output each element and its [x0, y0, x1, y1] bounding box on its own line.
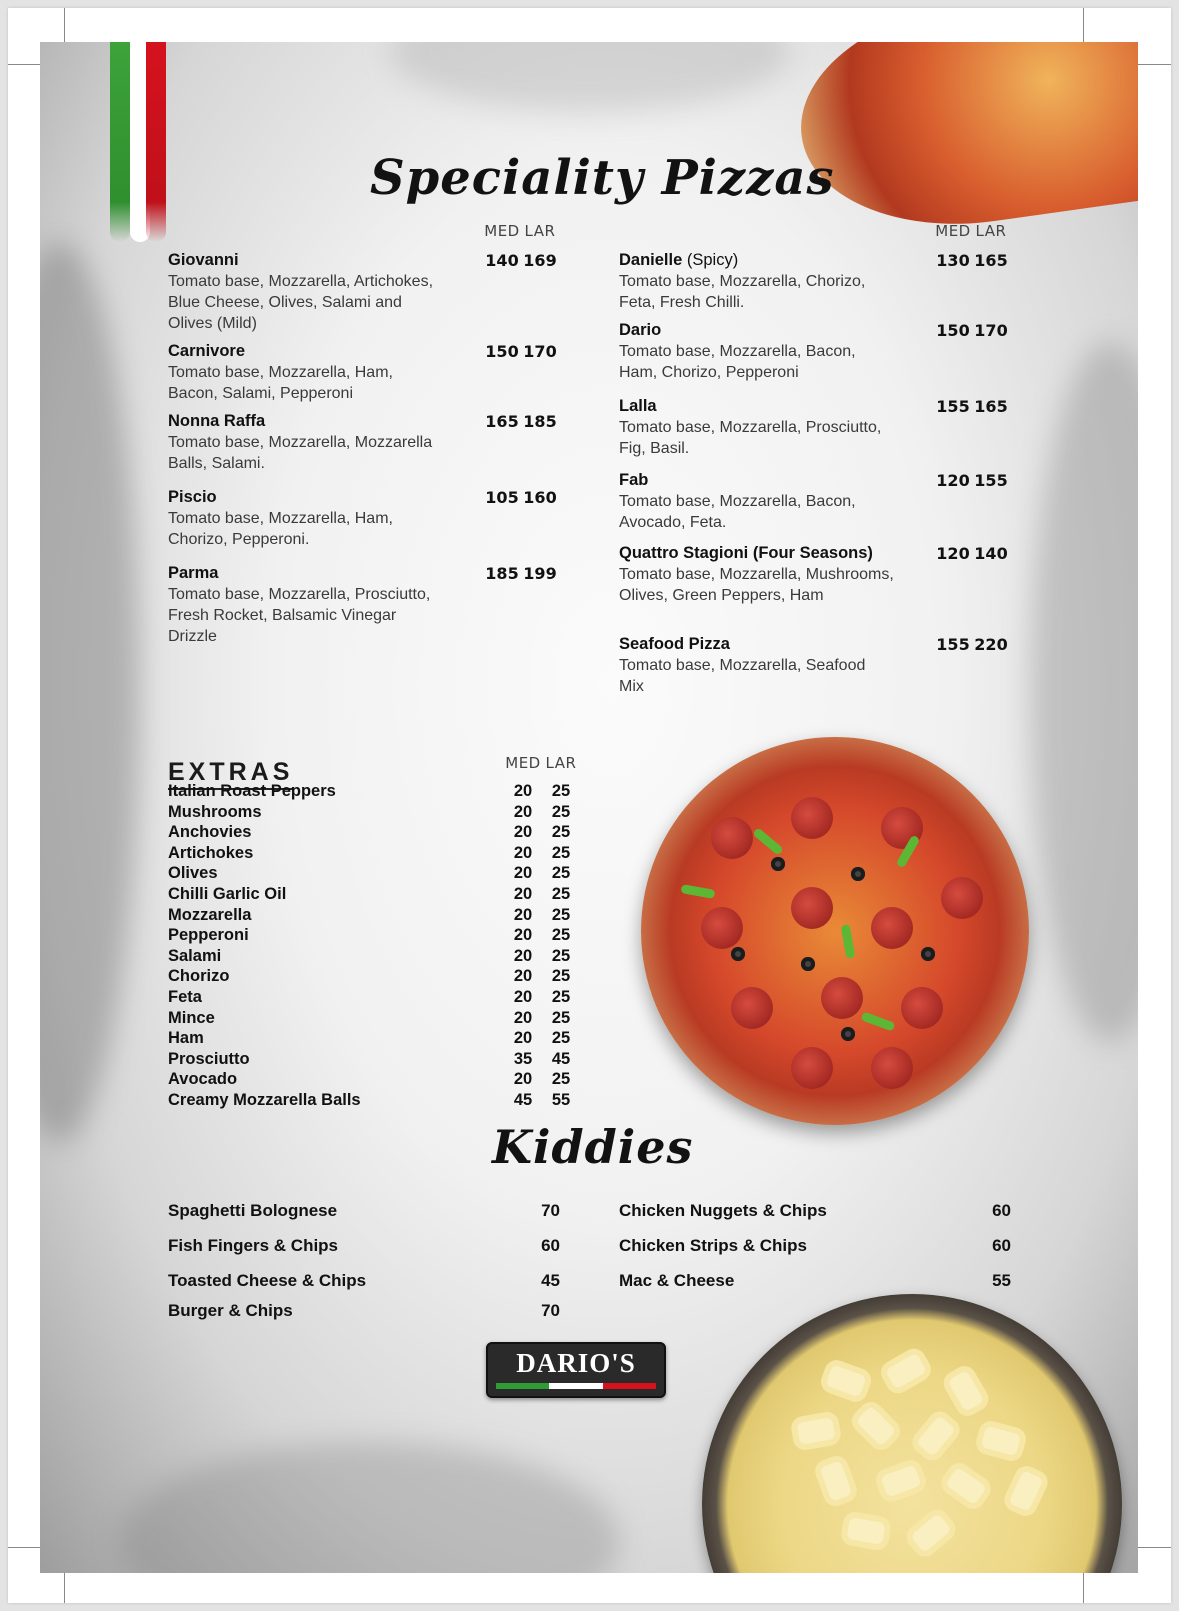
pizza-description: Tomato base, Mozzarella, Chorizo, Feta, Fresh Chilli.: [619, 273, 866, 311]
pizza-item-quattro-stagioni: [619, 543, 1049, 606]
lar-header: LAR: [975, 222, 1007, 240]
extras-item: [168, 884, 588, 905]
macaroni: [789, 1410, 842, 1452]
olive: [851, 867, 865, 881]
kiddies-item: [619, 1200, 1011, 1222]
right-size-headers: [934, 222, 1010, 240]
macaroni: [908, 1407, 965, 1466]
extras-name: Artichokes: [168, 843, 254, 862]
price-med: 155: [936, 397, 970, 416]
extras-name: Ham: [168, 1029, 204, 1048]
extras-price-med: 20: [513, 905, 533, 924]
pizza-prices: [934, 250, 1010, 271]
pizza-description: Tomato base, Mozzarella, Ham, Chorizo, Pepperoni.: [168, 510, 393, 548]
extras-price-lar: 25: [551, 802, 571, 821]
extras-price-med: 20: [513, 864, 533, 883]
extras-price-med: 20: [513, 782, 533, 800]
extras-price-lar: 25: [551, 926, 571, 945]
macaroni: [939, 1362, 992, 1421]
macaroni: [812, 1453, 860, 1510]
med-header: MED: [484, 222, 520, 240]
price-lar: 169: [523, 251, 557, 270]
kiddies-name: Toasted Cheese & Chips: [168, 1271, 367, 1290]
kiddies-title: Kiddies: [492, 1120, 694, 1174]
extras-price-lar: 25: [551, 864, 571, 883]
extras-name: Chilli Garlic Oil: [168, 885, 287, 903]
pepperoni: [731, 987, 773, 1029]
extras-price-med: 20: [513, 988, 533, 1006]
extras-item: [168, 987, 588, 1008]
pizza-prices: [483, 411, 559, 432]
green-pepper: [680, 884, 715, 899]
pizza-name: Seafood Pizza: [619, 635, 730, 653]
price-med: 140: [485, 251, 519, 270]
extras-item: [168, 1028, 588, 1049]
price-med: 185: [485, 564, 519, 583]
extras-price-med: 20: [513, 967, 533, 986]
pizza-item-giovanni: [168, 250, 598, 334]
pizza-item-dario: [619, 320, 1049, 383]
texture: [390, 42, 790, 112]
pizza-item-lalla: [619, 396, 1049, 459]
extras-name: Creamy Mozzarella Balls: [168, 1091, 361, 1109]
extras-name: Anchovies: [168, 823, 252, 842]
pepperoni: [791, 1047, 833, 1089]
kiddies-price: 70: [541, 1201, 560, 1220]
pizza-prices: [483, 250, 559, 271]
extras-price-lar: 25: [551, 782, 571, 800]
extras-price-lar: 25: [551, 1070, 571, 1089]
kiddies-name: Chicken Nuggets & Chips: [619, 1201, 827, 1220]
price-lar: 165: [974, 397, 1008, 416]
price-lar: 170: [974, 321, 1008, 340]
price-med: 150: [936, 321, 970, 340]
left-size-headers: [483, 222, 559, 240]
extras-item: [168, 925, 588, 946]
pizza-description: Tomato base, Mozzarella, Mozzarella Balls, Salami.: [168, 434, 433, 472]
pizza-prices: [483, 341, 559, 362]
kiddies-item: [619, 1270, 1011, 1292]
extras-price-med: 20: [513, 1008, 533, 1027]
pizza-prices: [483, 487, 559, 508]
pepperoni-pizza-image: [641, 737, 1029, 1125]
price-lar: 165: [974, 251, 1008, 270]
macaroni: [818, 1357, 875, 1405]
price-lar: 199: [523, 564, 557, 583]
pizza-prices: [483, 563, 559, 584]
extras-price-lar: 25: [551, 885, 571, 903]
texture: [40, 242, 140, 1142]
logo-green-bar: [496, 1383, 549, 1389]
kiddies-price: 60: [992, 1201, 1011, 1220]
flag-green-stripe: [110, 42, 130, 242]
extras-name: Pepperoni: [168, 926, 249, 945]
macaroni: [973, 1418, 1028, 1463]
extras-name: Chorizo: [168, 967, 230, 986]
pizza-name-text: Danielle: [619, 251, 683, 269]
extras-name: Avocado: [168, 1070, 238, 1089]
extras-price-med: 20: [513, 946, 533, 965]
kiddies-price: 55: [992, 1271, 1011, 1290]
pepperoni: [901, 987, 943, 1029]
pizza-description: Tomato base, Mozzarella, Seafood Mix: [619, 657, 866, 695]
kiddies-name: Fish Fingers & Chips: [168, 1236, 339, 1255]
extras-name: Mozzarella: [168, 905, 252, 924]
pepperoni: [701, 907, 743, 949]
pepperoni: [791, 797, 833, 839]
pepperoni: [821, 977, 863, 1019]
pizza-description: Tomato base, Mozzarella, Mushrooms, Olives, Green Peppers, Ham: [619, 566, 894, 604]
macaroni: [937, 1458, 996, 1513]
extras-price-lar: 25: [551, 1029, 571, 1048]
kiddies-name: Mac & Cheese: [619, 1271, 735, 1290]
pizza-description: Tomato base, Mozzarella, Ham, Bacon, Salami, Pepperoni: [168, 364, 393, 402]
green-pepper: [860, 1011, 895, 1031]
kiddies-item: [168, 1200, 560, 1222]
price-lar: 185: [523, 412, 557, 431]
green-pepper: [841, 924, 856, 959]
pizza-description: Tomato base, Mozzarella, Artichokes, Blue Cheese, Olives, Salami and Olives (Mild): [168, 273, 434, 332]
price-med: 105: [485, 488, 519, 507]
extras-item: [168, 1049, 588, 1070]
extras-name: Salami: [168, 946, 222, 965]
pizza-name: Giovanni: [168, 251, 239, 269]
kiddies-price: 45: [541, 1271, 560, 1290]
pizza-name: Piscio: [168, 488, 217, 506]
pepperoni: [871, 1047, 913, 1089]
pizza-name: Carnivore: [168, 342, 246, 360]
pizza-item-fab: [619, 470, 1049, 533]
extras-price-med: 20: [513, 802, 533, 821]
kiddies-item: [168, 1270, 560, 1292]
pizza-name: Dario: [619, 321, 662, 339]
pizza-description: Tomato base, Mozzarella, Bacon, Avocado, Feta.: [619, 493, 856, 531]
texture: [120, 1442, 620, 1573]
price-med: 120: [936, 471, 970, 490]
extras-price-lar: 25: [551, 905, 571, 924]
price-lar: 160: [523, 488, 557, 507]
extras-price-lar: 25: [551, 946, 571, 965]
extras-price-med: 35: [513, 1049, 533, 1068]
extras-item: [168, 905, 588, 926]
price-med: 120: [936, 544, 970, 563]
pepperoni: [791, 887, 833, 929]
extras-item: [168, 843, 588, 864]
price-med: 150: [485, 342, 519, 361]
extras-item: [168, 863, 588, 884]
price-lar: 220: [974, 635, 1008, 654]
extras-item: [168, 1090, 588, 1111]
mac-and-cheese-image: [702, 1294, 1122, 1573]
extras-price-lar: 25: [551, 843, 571, 862]
extras-item: [168, 966, 588, 987]
kiddies-name: Burger & Chips: [168, 1301, 293, 1320]
speciality-title: Speciality Pizzas: [370, 150, 835, 206]
menu-sheet: [40, 42, 1138, 1573]
logo-white-bar: [549, 1383, 603, 1389]
kiddies-price: 70: [541, 1301, 560, 1320]
pizza-name: Fab: [619, 471, 649, 489]
pizza-slice-image: [786, 42, 1138, 246]
pizza-name: Quattro Stagioni (Four Seasons): [619, 544, 873, 562]
extras-price-lar: 25: [551, 988, 571, 1006]
extras-price-lar: 25: [551, 967, 571, 986]
extras-name: Mince: [168, 1008, 215, 1027]
price-lar: 140: [974, 544, 1008, 563]
olive: [801, 957, 815, 971]
pepperoni: [941, 877, 983, 919]
lar-header: LAR: [545, 754, 577, 772]
pizza-prices: [934, 634, 1010, 655]
pizza-item-seafood: [619, 634, 1049, 697]
extras-size-headers: [504, 754, 580, 772]
pizza-item-parma: [168, 563, 598, 647]
price-lar: 155: [974, 471, 1008, 490]
price-med: 165: [485, 412, 519, 431]
pepperoni: [711, 817, 753, 859]
kiddies-price: 60: [541, 1236, 560, 1255]
pizza-name: Parma: [168, 564, 219, 582]
extras-price-med: 45: [513, 1091, 533, 1109]
logo-text: DARIO'S: [516, 1348, 636, 1378]
pizza-name: Nonna Raffa: [168, 412, 266, 430]
pizza-description: Tomato base, Mozzarella, Prosciutto, Fig, Basil.: [619, 419, 882, 457]
extras-price-med: 20: [513, 1070, 533, 1089]
extras-item: [168, 781, 588, 802]
pizza-description: Tomato base, Mozzarella, Bacon, Ham, Chorizo, Pepperoni: [619, 343, 856, 381]
extras-price-lar: 25: [551, 823, 571, 842]
extras-item: [168, 1069, 588, 1090]
extras-price-med: 20: [513, 843, 533, 862]
extras-item: [168, 822, 588, 843]
extras-name: Olives: [168, 864, 218, 883]
kiddies-item: [168, 1235, 560, 1257]
pepperoni: [871, 907, 913, 949]
pizza-name: Lalla: [619, 397, 657, 415]
pizza-prices: [934, 543, 1010, 564]
price-med: 155: [936, 635, 970, 654]
pizza-item-carnivore: [168, 341, 598, 404]
extras-item: [168, 802, 588, 823]
pizza-item-danielle: [619, 250, 1049, 313]
pizza-item-piscio: [168, 487, 598, 550]
pizza-item-nonna-raffa: [168, 411, 598, 474]
olive: [921, 947, 935, 961]
flag-red-stripe: [146, 42, 166, 242]
extras-price-med: 20: [513, 885, 533, 903]
extras-name: Prosciutto: [168, 1049, 250, 1068]
kiddies-name: Spaghetti Bolognese: [168, 1201, 338, 1220]
macaroni: [839, 1510, 892, 1552]
extras-title: EXTRAS: [168, 758, 293, 790]
olive: [731, 947, 745, 961]
price-lar: 170: [523, 342, 557, 361]
kiddies-item: [619, 1235, 1011, 1257]
extras-name: Mushrooms: [168, 802, 262, 821]
green-pepper: [752, 827, 784, 856]
pizza-prices: [934, 470, 1010, 491]
pizza-name-suffix: (Spicy): [682, 251, 739, 269]
price-med: 130: [936, 251, 970, 270]
extras-item: [168, 946, 588, 967]
extras-price-med: 20: [513, 1029, 533, 1048]
kiddies-price: 60: [992, 1236, 1011, 1255]
kiddies-item: [168, 1300, 560, 1322]
extras-price-med: 20: [513, 823, 533, 842]
med-header: MED: [505, 754, 541, 772]
macaroni: [877, 1344, 936, 1397]
extras-name: Feta: [168, 988, 202, 1006]
extras-price-lar: 55: [551, 1091, 571, 1109]
olive: [771, 857, 785, 871]
extras-item: [168, 1008, 588, 1029]
pizza-description: Tomato base, Mozzarella, Prosciutto, Fresh Rocket, Balsamic Vinegar Drizzle: [168, 586, 431, 645]
macaroni: [902, 1505, 961, 1562]
macaroni: [847, 1397, 905, 1455]
pizza-prices: [934, 320, 1010, 341]
olive: [841, 1027, 855, 1041]
extras-price-lar: 45: [551, 1049, 571, 1068]
macaroni: [873, 1457, 930, 1505]
med-header: MED: [935, 222, 971, 240]
pizza-prices: [934, 396, 1010, 417]
extras-price-med: 20: [513, 926, 533, 945]
darios-logo: [486, 1342, 666, 1398]
macaroni: [1000, 1462, 1051, 1520]
extras-price-lar: 25: [551, 1008, 571, 1027]
kiddies-name: Chicken Strips & Chips: [619, 1236, 807, 1255]
logo-red-bar: [603, 1383, 656, 1389]
lar-header: LAR: [524, 222, 556, 240]
extras-name: Italian Roast Peppers: [168, 782, 336, 800]
